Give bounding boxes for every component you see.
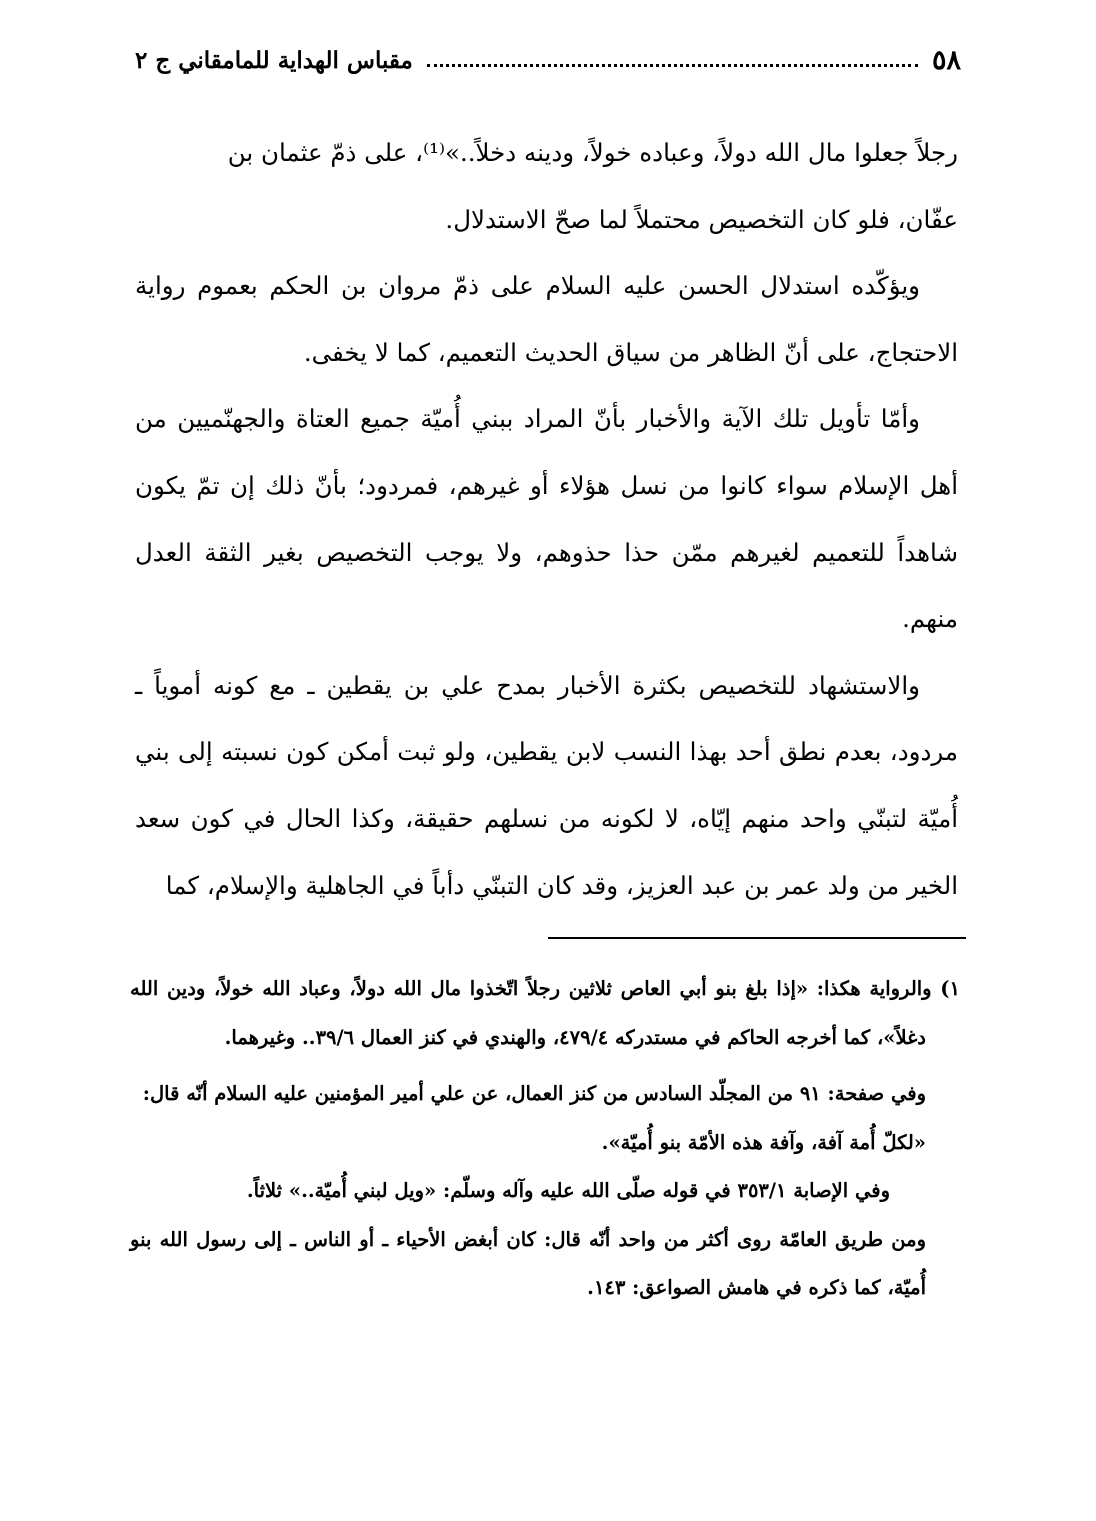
footnote-separator — [548, 937, 966, 939]
footnote-marker: ١) — [940, 977, 960, 1000]
footnote-1-paragraph-2: وفي صفحة: ٩١ من المجلّد السادس من كنز العمال، عن علي أمير المؤمنين عليه السلام أنّه قال: — [142, 1082, 926, 1105]
footnote-1-quote: «لكلّ أُمة آفة، وآفة هذه الأمّة بنو أُميّة». — [601, 1130, 926, 1154]
paragraph-1-line-1: رجلاً جعلوا مال الله دولاً، وعباده خولاً، ودينه دخلاً..»⁽¹⁾، على ذمّ عثمان بن — [227, 138, 958, 167]
footnote-1-text: والرواية هكذا: «إذا بلغ بنو أبي العاص ثلاثين رجلاً اتّخذوا مال الله دولاً، وعباد الله خولاً، ودين الله دغلاً»، كما أخرجه الحاكم في مستدركه ٤٧٩/٤، والهندي في كنز العمال ٣٩/٦.. وغيرهما. — [130, 977, 932, 1049]
page-number: ٥٨ — [931, 44, 961, 76]
footnote-1-paragraph-4: ومن طريق العامّة روى أكثر من واحد أنّه قال: كان أبغض الأحياء ـ أو الناس ـ إلى رسول الله بنو أُميّة، كما ذكره في هامش الصواعق: ١٤٣. — [130, 1227, 926, 1299]
footnote-1-paragraph-3: وفي الإصابة ٣٥٣/١ في قوله صلّى الله عليه وآله وسلّم: «ويل لبني أُميّة..» ثلاثاً. — [246, 1179, 890, 1202]
header-dotted-leader — [427, 64, 918, 67]
page-header — [135, 36, 961, 84]
footnotes — [130, 965, 960, 1313]
footnote-1 — [130, 965, 960, 1062]
book-title: مقباس الهداية للمامقاني ج ٢ — [135, 46, 413, 74]
paragraph-1-line-2: عفّان، فلو كان التخصيص محتملاً لما صحّ الاستدلال. — [445, 204, 958, 234]
paragraph-3: وأمّا تأويل تلك الآية والأخبار بأنّ المراد ببني أُميّة جميع العتاة والجهنّميين من أهل الإسلام سواء كانوا من نسل هؤلاء أو غيرهم، فمردود؛ بأنّ ذلك إن تمّ يكون شاهداً للتعميم لغيرهم ممّن حذا حذوهم، ولا يوجب التخصيص بغير الثقة العدل منهم. — [135, 404, 958, 634]
paragraph-2: ويؤكّده استدلال الحسن عليه السلام على ذمّ مروان بن الحكم بعموم رواية الاحتجاج، على أنّ الظاهر من سياق الحديث التعميم، كما لا يخفى. — [135, 271, 958, 367]
main-text — [135, 120, 958, 919]
paragraph-4: والاستشهاد للتخصيص بكثرة الأخبار بمدح علي بن يقطين ـ مع كونه أموياً ـ مردود، بعدم نطق أحد بهذا النسب لابن يقطين، ولو ثبت أمكن كون نسبته إلى بني أُميّة لتبنّي واحد منهم إيّاه، لا لكونه من نسلهم حقيقة، وكذا الحال في كون سعد الخير من ولد عمر بن عبد العزيز، وقد كان التبنّي دأباً في الجاهلية والإسلام، كما — [135, 670, 958, 900]
